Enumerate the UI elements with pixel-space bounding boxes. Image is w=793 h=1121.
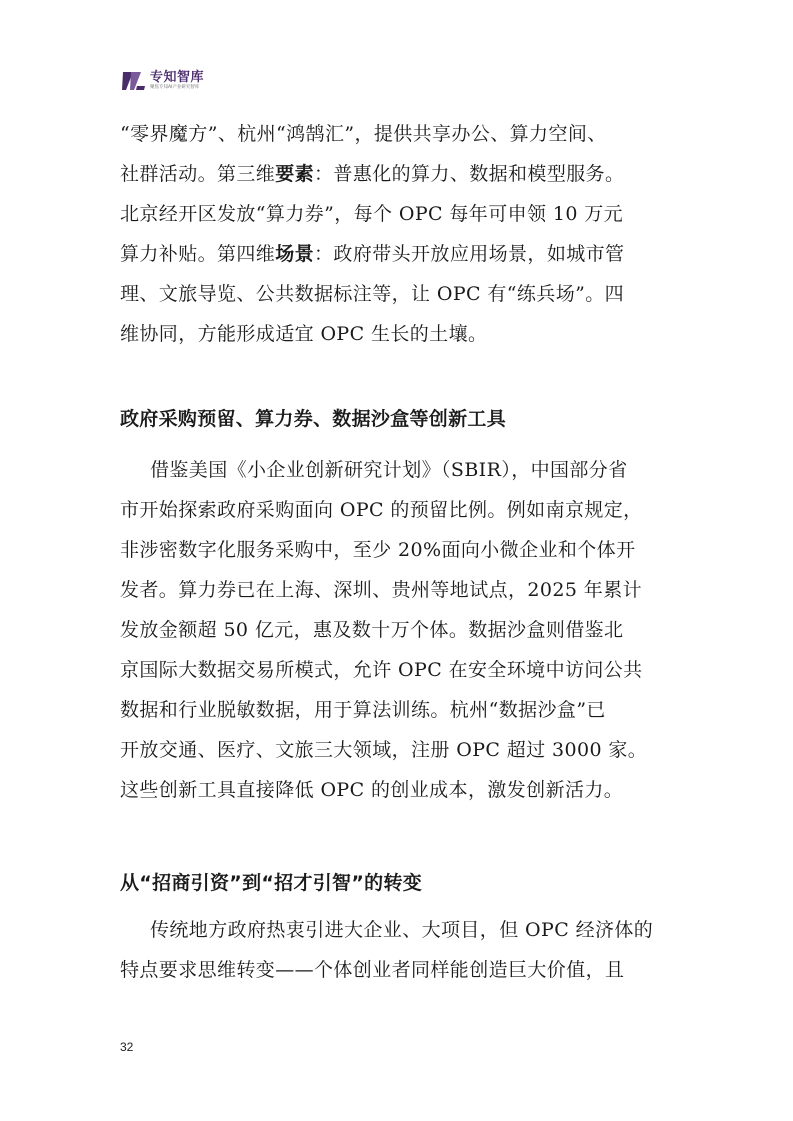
text-line: 传统地方政府热衷引进大企业、大项目，但 OPC 经济体的 — [150, 919, 654, 941]
text-line: 北京经开区发放“算力券”，每个 OPC 每年可申领 10 万元 — [120, 203, 624, 225]
text-line: 发者。算力券已在上海、深圳、贵州等地试点，2025 年累计 — [120, 579, 642, 601]
text-line: 非涉密数字化服务采购中，至少 20%面向小微企业和个体开 — [120, 539, 636, 561]
section-heading: 从“招商引资”到“招才引智”的转变 — [120, 872, 423, 894]
text-line: 发放金额超 50 亿元，惠及数十万个体。数据沙盒则借鉴北 — [120, 619, 624, 641]
text-line: 借鉴美国《小企业创新研究计划》（SBIR），中国部分省 — [150, 459, 628, 481]
text-line: 理、文旅导览、公共数据标注等，让 OPC 有“练兵场”。四 — [120, 283, 625, 305]
text-line: 维协同，方能形成适宜 OPC 生长的土壤。 — [120, 323, 488, 345]
section-heading: 政府采购预留、算力券、数据沙盒等创新工具 — [120, 408, 507, 430]
logo-name: 专知智库 — [150, 70, 205, 86]
text-line: 算力补贴。第四维场景：政府带头开放应用场景，如城市管 — [120, 243, 625, 265]
text-line: 社群活动。第三维要素：普惠化的算力、数据和模型服务。 — [120, 163, 625, 185]
text-line: 特点要求思维转变——个体创业者同样能创造巨大价值，且 — [120, 959, 625, 981]
text-line: 市开始探索政府采购面向 OPC 的预留比例。例如南京规定， — [120, 499, 643, 521]
paragraph-innovation-tools — [120, 450, 680, 810]
paragraph-talent-shift — [120, 910, 680, 990]
page-number: 32 — [120, 1040, 134, 1054]
logo-subtitle: 聚焦专知AI产业研究智库 — [150, 85, 200, 91]
header-logo — [120, 68, 204, 94]
logo-icon — [120, 69, 146, 93]
paragraph-continuation — [120, 114, 680, 354]
text-line: 这些创新工具直接降低 OPC 的创业成本，激发创新活力。 — [120, 779, 624, 801]
text-line: 开放交通、医疗、文旅三大领域，注册 OPC 超过 3000 家。 — [120, 739, 648, 761]
bold-term: 场景 — [275, 243, 315, 265]
text-line: “零界魔方”、杭州“鸿鹄汇”，提供共享办公、算力空间、 — [120, 123, 607, 145]
bold-term: 要素 — [275, 163, 315, 185]
text-line: 数据和行业脱敏数据，用于算法训练。杭州“数据沙盒”已 — [120, 699, 606, 721]
text-line: 京国际大数据交易所模式，允许 OPC 在安全环境中访问公共 — [120, 659, 643, 681]
